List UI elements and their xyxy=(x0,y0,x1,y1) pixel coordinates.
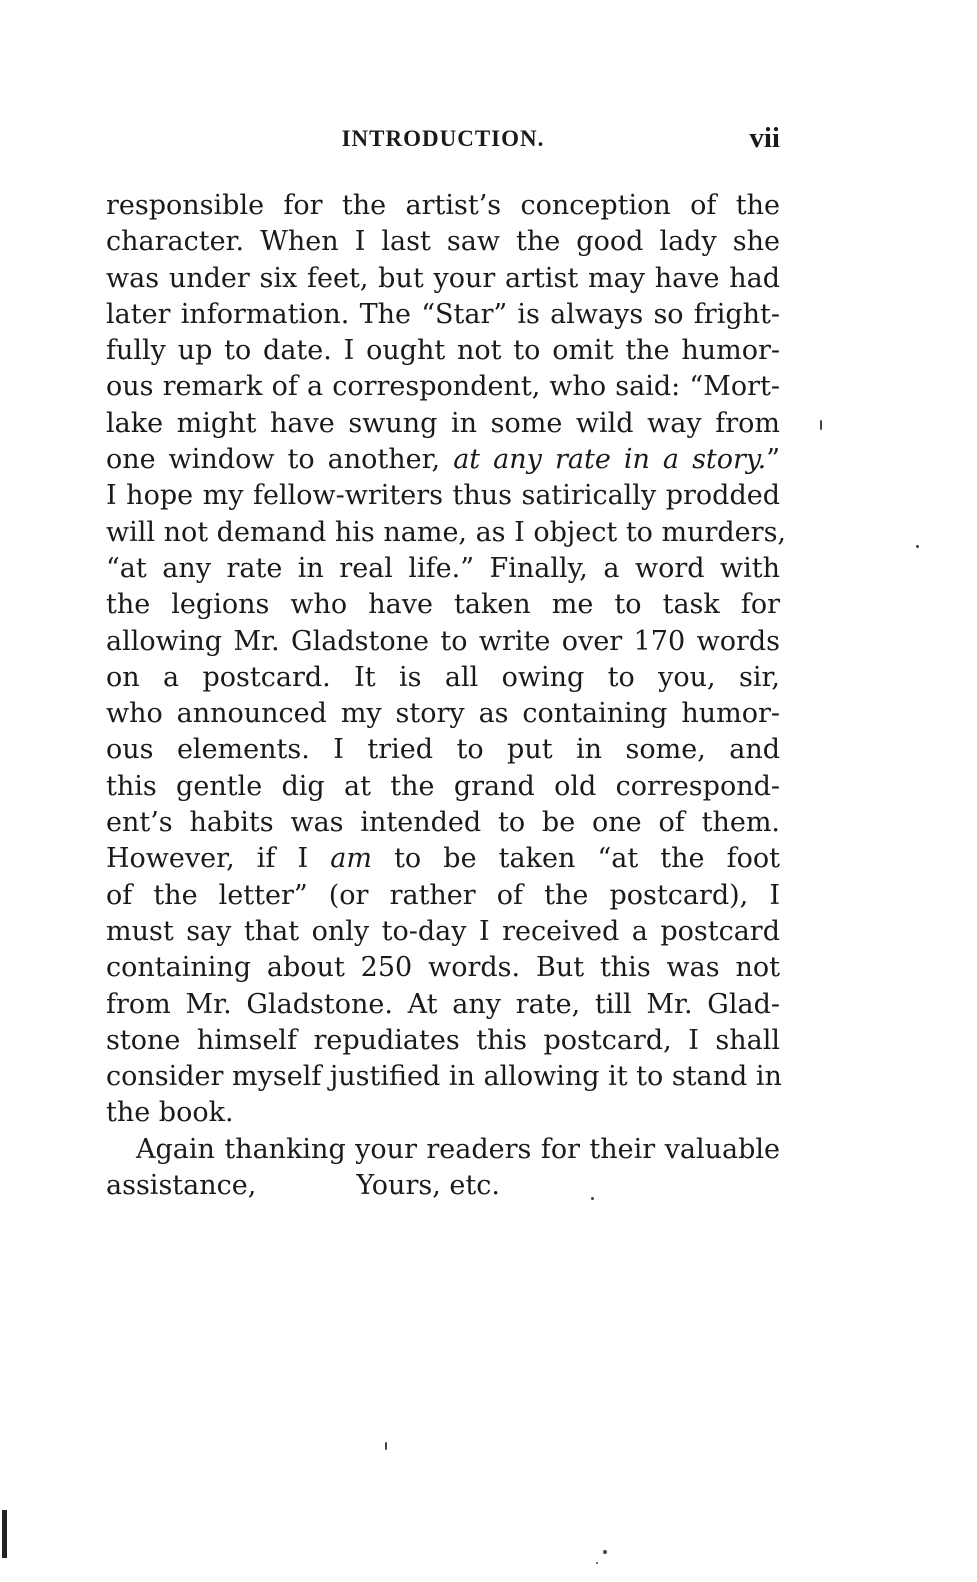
text-run: one window to another, xyxy=(106,444,454,476)
italic-phrase: at any rate in a story. xyxy=(453,444,767,476)
scan-speck xyxy=(916,545,919,548)
italic-word: am xyxy=(330,843,372,875)
text-line: allowing Mr. Gladstone to write over 170 words xyxy=(106,625,780,657)
text-line: the legions who have taken me to task for xyxy=(106,589,780,621)
text-line: stone himself repudiates this postcard, I shall xyxy=(106,1024,780,1056)
running-title: INTRODUCTION. xyxy=(341,126,545,151)
scan-speck xyxy=(596,1562,598,1564)
text-line: of the letter” (or rather of the postcard), I xyxy=(106,879,780,911)
running-head xyxy=(106,122,780,158)
paragraph-1 xyxy=(106,188,787,1132)
text-line: this gentle dig at the grand old correspond- xyxy=(106,770,780,802)
text-line: ous remark of a correspondent, who said: “Mort- xyxy=(106,371,780,403)
text-line: lake might have swung in some wild way from xyxy=(106,407,780,439)
closing-line xyxy=(106,1168,780,1204)
text-run: However, if I xyxy=(106,843,331,875)
text-line: who announced my story as containing humor- xyxy=(106,698,780,730)
text-line: character. When I last saw the good lady she xyxy=(106,226,780,258)
text-line: from Mr. Gladstone. At any rate, till Mr. Glad- xyxy=(106,988,780,1020)
scan-edge-mark xyxy=(2,1510,7,1558)
text-line: consider myself justified in allowing it to stand in xyxy=(106,1061,782,1093)
text-line-with-italic xyxy=(106,841,780,877)
text-line: I hope my fellow-writers thus satirically prodded xyxy=(106,480,780,512)
text-line: will not demand his name, as I object to murders, xyxy=(106,516,787,548)
text-line: “at any rate in real life.” Finally, a word with xyxy=(106,552,780,584)
text-line: on a postcard. It is all owing to you, sir, xyxy=(106,661,780,693)
scan-speck xyxy=(591,1197,594,1200)
paragraph-2 xyxy=(106,1132,780,1205)
text-run: to be taken “at the foot xyxy=(371,843,780,875)
text-line-with-italic xyxy=(106,442,780,478)
body-text xyxy=(106,188,787,1204)
text-line: ent’s habits was intended to be one of them. xyxy=(106,807,780,839)
scan-speck xyxy=(603,1550,607,1554)
signature-line: Yours, etc. xyxy=(356,1170,500,1202)
scan-speck xyxy=(385,1442,387,1450)
text-run: ” xyxy=(766,444,780,476)
text-line: fully up to date. I ought not to omit the humor- xyxy=(106,335,780,367)
scan-speck xyxy=(820,420,822,430)
text-line: the book. xyxy=(106,1097,234,1129)
text-line: later information. The “Star” is always so fright- xyxy=(106,298,780,330)
text-line: ous elements. I tried to put in some, and xyxy=(106,734,780,766)
page-number: vii xyxy=(749,122,780,154)
text-line: responsible for the artist’s conception of the xyxy=(106,190,780,221)
text-line: must say that only to-day I received a postcard xyxy=(106,915,780,947)
text-line: Again thanking your readers for their valuable xyxy=(136,1133,780,1165)
text-line: containing about 250 words. But this was not xyxy=(106,952,780,984)
text-line: was under six feet, but your artist may have had xyxy=(106,262,780,294)
closing-text: assistance, xyxy=(106,1170,257,1202)
